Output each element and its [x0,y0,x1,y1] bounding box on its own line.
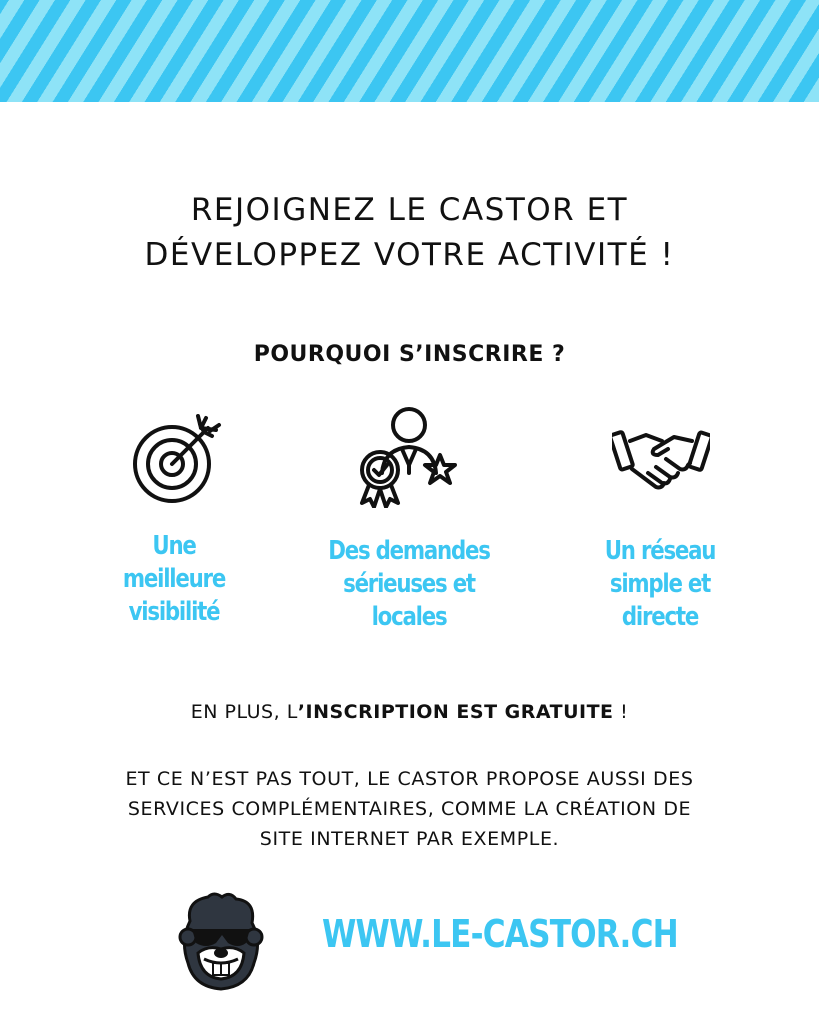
benefit-network-line-1: Un réseau [604,536,716,566]
person-award-icon [352,403,467,508]
free-registration-note [0,701,819,723]
section-heading: POURQUOI S’INSCRIRE ? [253,342,566,367]
page-title-line-1: REJOIGNEZ LE CASTOR ET [190,192,629,228]
benefit-visibility-line-3: visibilité [128,597,220,627]
page-title-line-2: DÉVELOPPEZ VOTRE ACTIVITÉ ! [144,237,675,273]
decorative-stripe-banner [0,0,819,102]
benefit-visibility [84,530,264,629]
benefit-local-requests-line-3: locales [371,602,447,632]
handshake-icon [612,425,710,491]
free-registration-suffix: ! [613,701,629,723]
benefit-network [570,535,750,634]
benefit-network-line-3: directe [621,602,699,632]
benefit-network-line-2: simple et [609,569,711,599]
benefit-local-requests-line-1: Des demandes [328,536,490,566]
services-paragraph [0,764,819,854]
free-registration-highlight: ’INSCRIPTION EST GRATUITE [297,701,614,723]
beaver-mascot-icon [178,891,264,995]
website-link[interactable]: WWW.LE-CASTOR.CH [322,912,678,956]
services-line-2: SERVICES COMPLÉMENTAIRES, COMME LA CRÉATION DE [127,798,692,820]
services-line-3: SITE INTERNET PAR EXEMPLE. [259,828,560,850]
free-registration-prefix: EN PLUS, L [190,701,298,723]
benefit-visibility-line-1: Une [152,531,196,561]
target-icon [128,410,223,505]
benefit-visibility-line-2: meilleure [122,564,226,594]
services-line-1: ET CE N’EST PAS TOUT, LE CASTOR PROPOSE AUSSI DES [125,768,694,790]
page-title [0,188,819,278]
benefit-local-requests [319,535,499,634]
benefit-local-requests-line-2: sérieuses et [343,569,475,599]
